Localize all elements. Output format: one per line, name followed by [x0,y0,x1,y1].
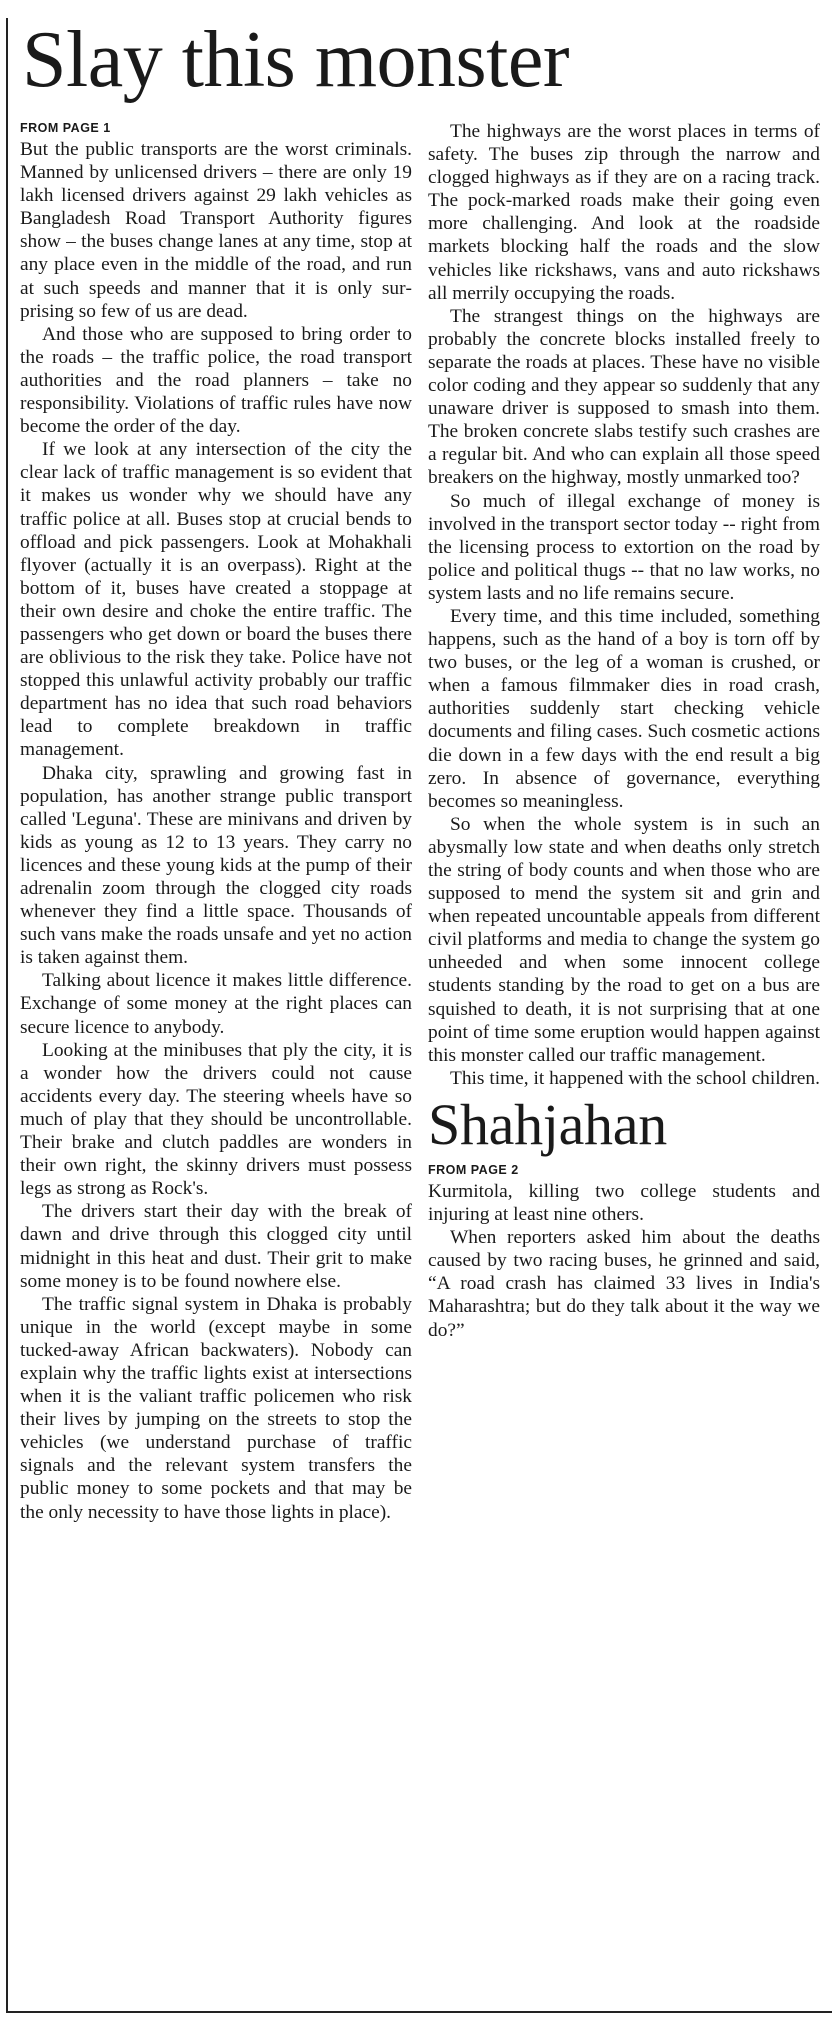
article-paragraph: Every time, and this time included, something happens, such as the hand of a boy is torn off by two buses, or the leg of a woman is crushed, or when a famous filmmaker dies in road crash, authorities suddenly start checking vehicle documents and filing cases. Such cosmetic actions die down in a few days with the end result a big zero. In absence of governance, everything becomes so meaningless. [428,605,820,812]
article-column-right [428,120,820,1342]
article-paragraph: The strangest things on the highways are probably the concrete blocks installed freely to separate the roads at places. These have no visible color coding and they appear so suddenly that any unaware driver is supposed to smash into them. The broken concrete slabs testify such crashes are a regular bit. And who can explain all those speed breakers on the highway, mostly unmarked too? [428,305,820,489]
sidebar-paragraph: When reporters asked him about the deaths caused by two racing buses, he grinned and said, “A road crash has claimed 33 lives in India's Maharashtra; but do they talk about it the way we do?” [428,1227,820,1341]
bottom-rule [6,2011,832,2013]
article-paragraph: This time, it happened with the school children. [450,1067,820,1089]
column-rule [6,18,8,2013]
article-paragraph: The drivers start their day with the break of dawn and drive through this clogged city until midnight in this heat and dust. Their grit to make some money is to be found nowhere else. [20,1201,412,1292]
article-paragraph: The traffic signal system in Dhaka is probably unique in the world (except maybe in some tucked-away African backwaters). Nobody can explain why the traffic lights exist at intersections when it is the valiant traffic policemen who risk their lives by jumping on the streets to stop the vehicles (we understand purchase of traffic signals and the relevant system transfers the public money to some pockets and that may be the only necessity to have those lights in place). [20,1293,412,1523]
article-paragraph: And those who are supposed to bring order to the roads – the traffic police, the road transport authorities and the road planners – take no responsibility. Violations of traffic rules have now become the order of the day. [20,323,412,438]
article-column-left [20,120,412,1524]
article-paragraph: If we look at any intersection of the city the clear lack of traffic management is so evident that it makes us wonder why we should have any traffic police at all. Buses stop at crucial bends to offload and pick passengers. Look at Mohakhali flyover (actually it is an overpass). Right at the bottom of it, buses have created a stoppage at their own desire and choke the entire traffic. The passengers who get down or board the buses there are oblivious to the risk they take. Police have not stopped this unlawful activity probably our traffic department has no idea that such road behaviors lead to complete breakdown in traffic management. [20,439,412,761]
article-paragraph: The highways are the worst places in terms of safety. The buses zip through the narrow and clogged highways as if they are on a racing track. The pock-marked roads make their going even more challenging. And look at the roadside markets blocking half the roads and the slow vehicles like rickshaws, vans and auto rickshaws all merrily occupying the roads. [428,121,820,304]
sidebar-jump-kicker: FROM PAGE 2 [428,1162,519,1177]
jump-kicker: FROM PAGE 1 [20,121,111,135]
sidebar-headline: Shahjahan [428,1091,667,1157]
article-paragraph: Looking at the minibuses that ply the city, it is a wonder how the drivers could not cause accidents every day. The steering wheels have so much of play that they should be uncontrollable. Their brake and clutch paddles are wonders in their own right, the skinny drivers must possess legs as strong as Rock's. [20,1039,412,1200]
article-paragraph: Talking about licence it makes little difference. Exchange of some money at the right places can secure licence to anybody. [20,970,412,1038]
article-paragraph: Dhaka city, sprawling and growing fast in population, has another strange public transport called 'Leguna'. These are minivans and driven by kids as young as 12 to 13 years. They carry no licences and these young kids at the pump of their adrenalin zoom through the clogged city roads whenever they find a little space. Thousands of such vans make the roads unsafe and yet no action is taken against them. [20,762,412,969]
article-paragraph: So much of illegal exchange of money is involved in the transport sector today -- right from the licensing process to extortion on the road by police and political thugs -- that no law works, no system lasts and no life remains secure. [428,490,820,604]
sidebar-paragraph: Kurmitola, killing two college students and injuring at least nine others. [428,1180,820,1226]
article-paragraph: But the public transports are the worst criminals. Manned by unlicensed drivers – there are only 19 lakh licensed drivers against 29 lakh vehicles as Bangladesh Road Transport Authority figures show – the buses change lanes at any time, stop at any place even in the middle of the road, and run at such speeds and manner that it is only surprising so few of us are dead. [20,139,412,322]
article-headline: Slay this monster [22,16,570,104]
article-paragraph: So when the whole system is in such an abysmally low state and when deaths only stretch the string of body counts and when those who are supposed to mend the system sit and grin and when repeated uncountable appeals from different civil platforms and media to change the system go unheeded and when some innocent college students standing by the road to get on a bus are squished to death, it is not surprising that at one point of time some eruption would happen against this monster called our traffic management. [428,813,820,1066]
